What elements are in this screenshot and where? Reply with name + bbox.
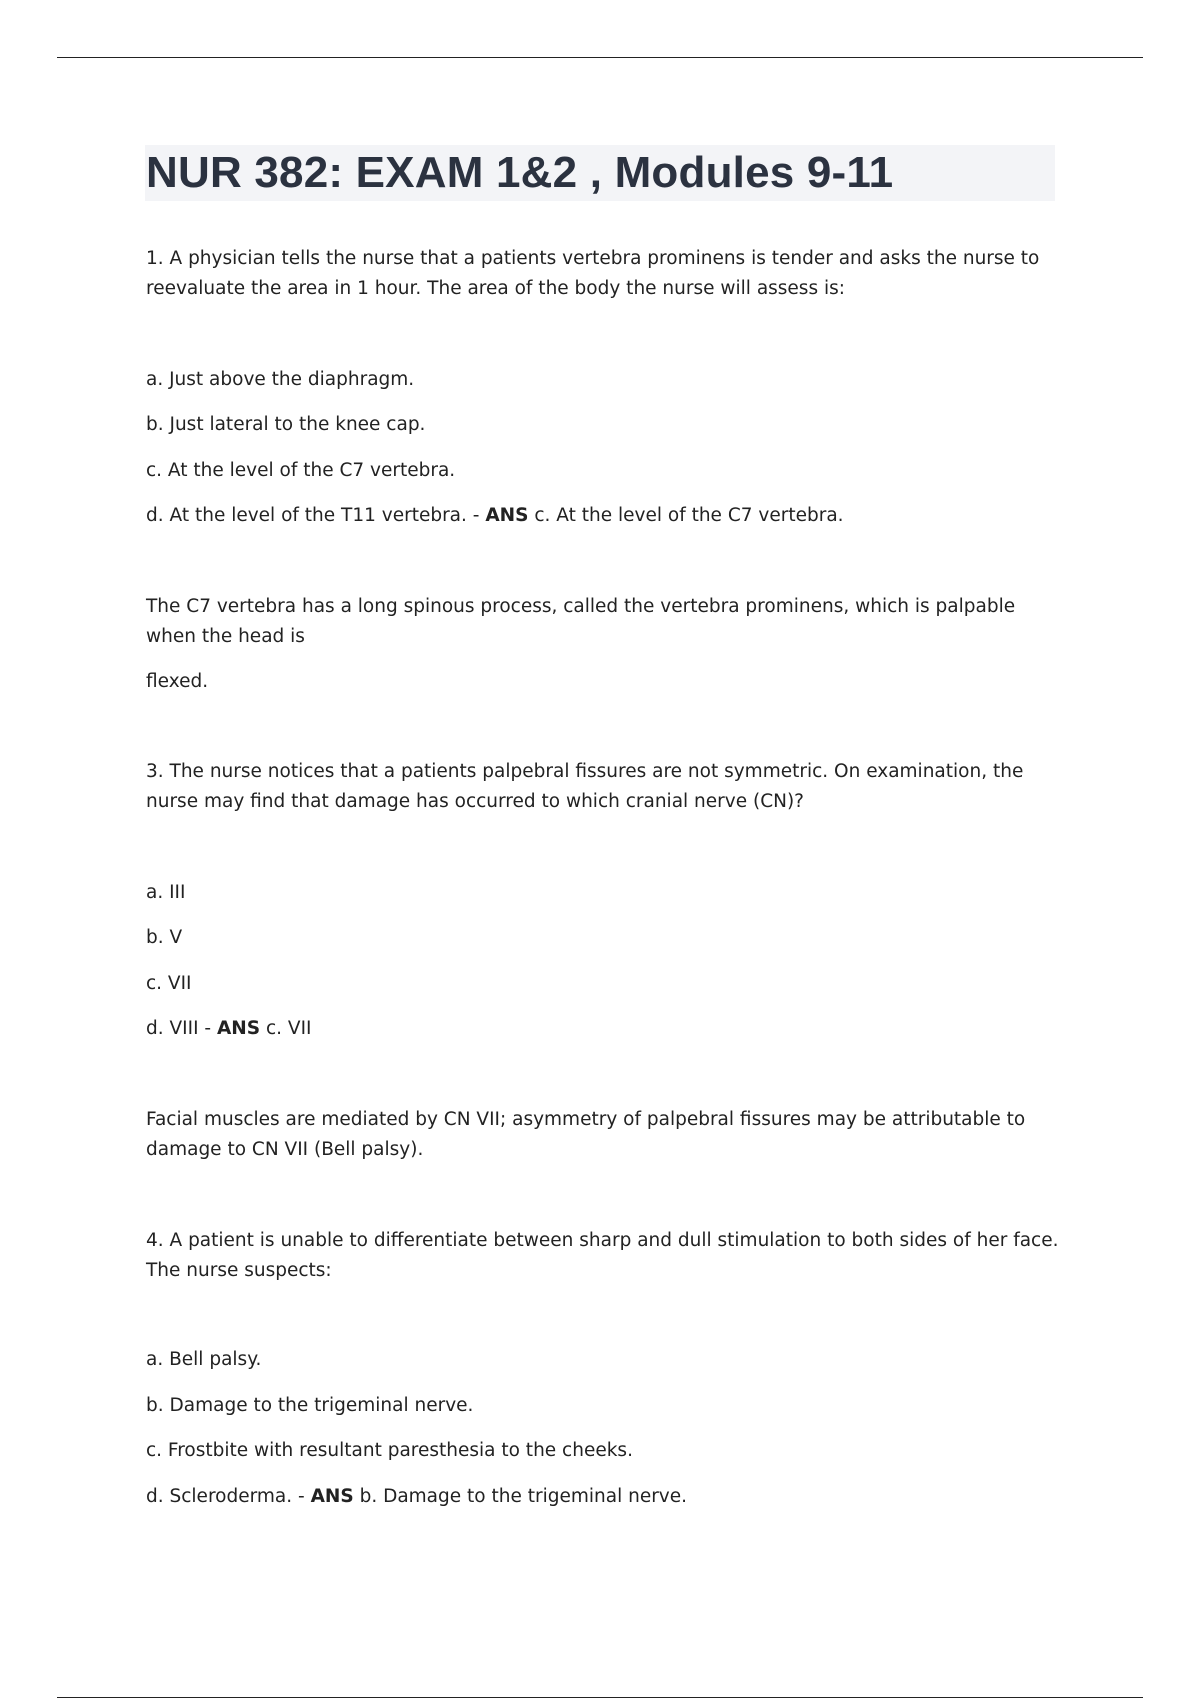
answer-label: ANS	[485, 505, 529, 526]
question-4-option-c: c. Frostbite with resultant paresthesia to the cheeks.	[146, 1440, 633, 1461]
question-1-option-b: b. Just lateral to the knee cap.	[146, 414, 426, 435]
question-1-option-d: d. At the level of the T11 vertebra. -	[146, 505, 480, 526]
answer-label: ANS	[216, 1018, 261, 1039]
question-3-option-a: a. III	[146, 882, 186, 903]
footer-rule	[57, 1697, 1143, 1698]
question-3-text: 3. The nurse notices that a patients palpebral fissures are not symmetric. On examination, the nurse may find that damage has occurred to which cranial nerve (CN)?	[146, 761, 1024, 812]
question-1-rationale-end: flexed.	[146, 671, 209, 692]
question-1-rationale: The C7 vertebra has a long spinous process, called the vertebra prominens, which is palpable when the head is	[146, 596, 1016, 647]
question-3-option-c: c. VII	[146, 973, 192, 994]
document-title: NUR 382: EXAM 1&2 , Modules 9-11	[146, 148, 894, 197]
answer-label: ANS	[310, 1486, 354, 1507]
question-3-rationale: Facial muscles are mediated by CN VII; asymmetry of palpebral fissures may be attributable to damage to CN VII (Bell palsy).	[146, 1109, 1026, 1160]
question-1-answer: c. At the level of the C7 vertebra.	[534, 505, 844, 526]
question-3-answer: c. VII	[266, 1018, 312, 1039]
question-1-option-d-line	[146, 501, 1066, 531]
question-4-option-b: b. Damage to the trigeminal nerve.	[146, 1395, 474, 1416]
question-3-option-d-line	[146, 1014, 1066, 1044]
question-1-option-c: c. At the level of the C7 vertebra.	[146, 460, 456, 481]
question-1-text: 1. A physician tells the nurse that a patients vertebra prominens is tender and asks the nurse to reevaluate the area in 1 hour. The area of the body the nurse will assess is:	[146, 248, 1040, 299]
question-4-text: 4. A patient is unable to differentiate between sharp and dull stimulation to both sides of her face. The nurse suspects:	[146, 1230, 1059, 1281]
question-4-answer: b. Damage to the trigeminal nerve.	[359, 1486, 688, 1507]
question-3-option-b: b. V	[146, 927, 183, 948]
header-rule	[57, 57, 1143, 58]
question-3-option-d: d. VIII -	[146, 1018, 212, 1039]
question-1-option-a: a. Just above the diaphragm.	[146, 369, 415, 390]
question-4-option-a: a. Bell palsy.	[146, 1349, 262, 1370]
question-4-option-d-line	[146, 1482, 1066, 1512]
question-4-option-d: d. Scleroderma. -	[146, 1486, 305, 1507]
